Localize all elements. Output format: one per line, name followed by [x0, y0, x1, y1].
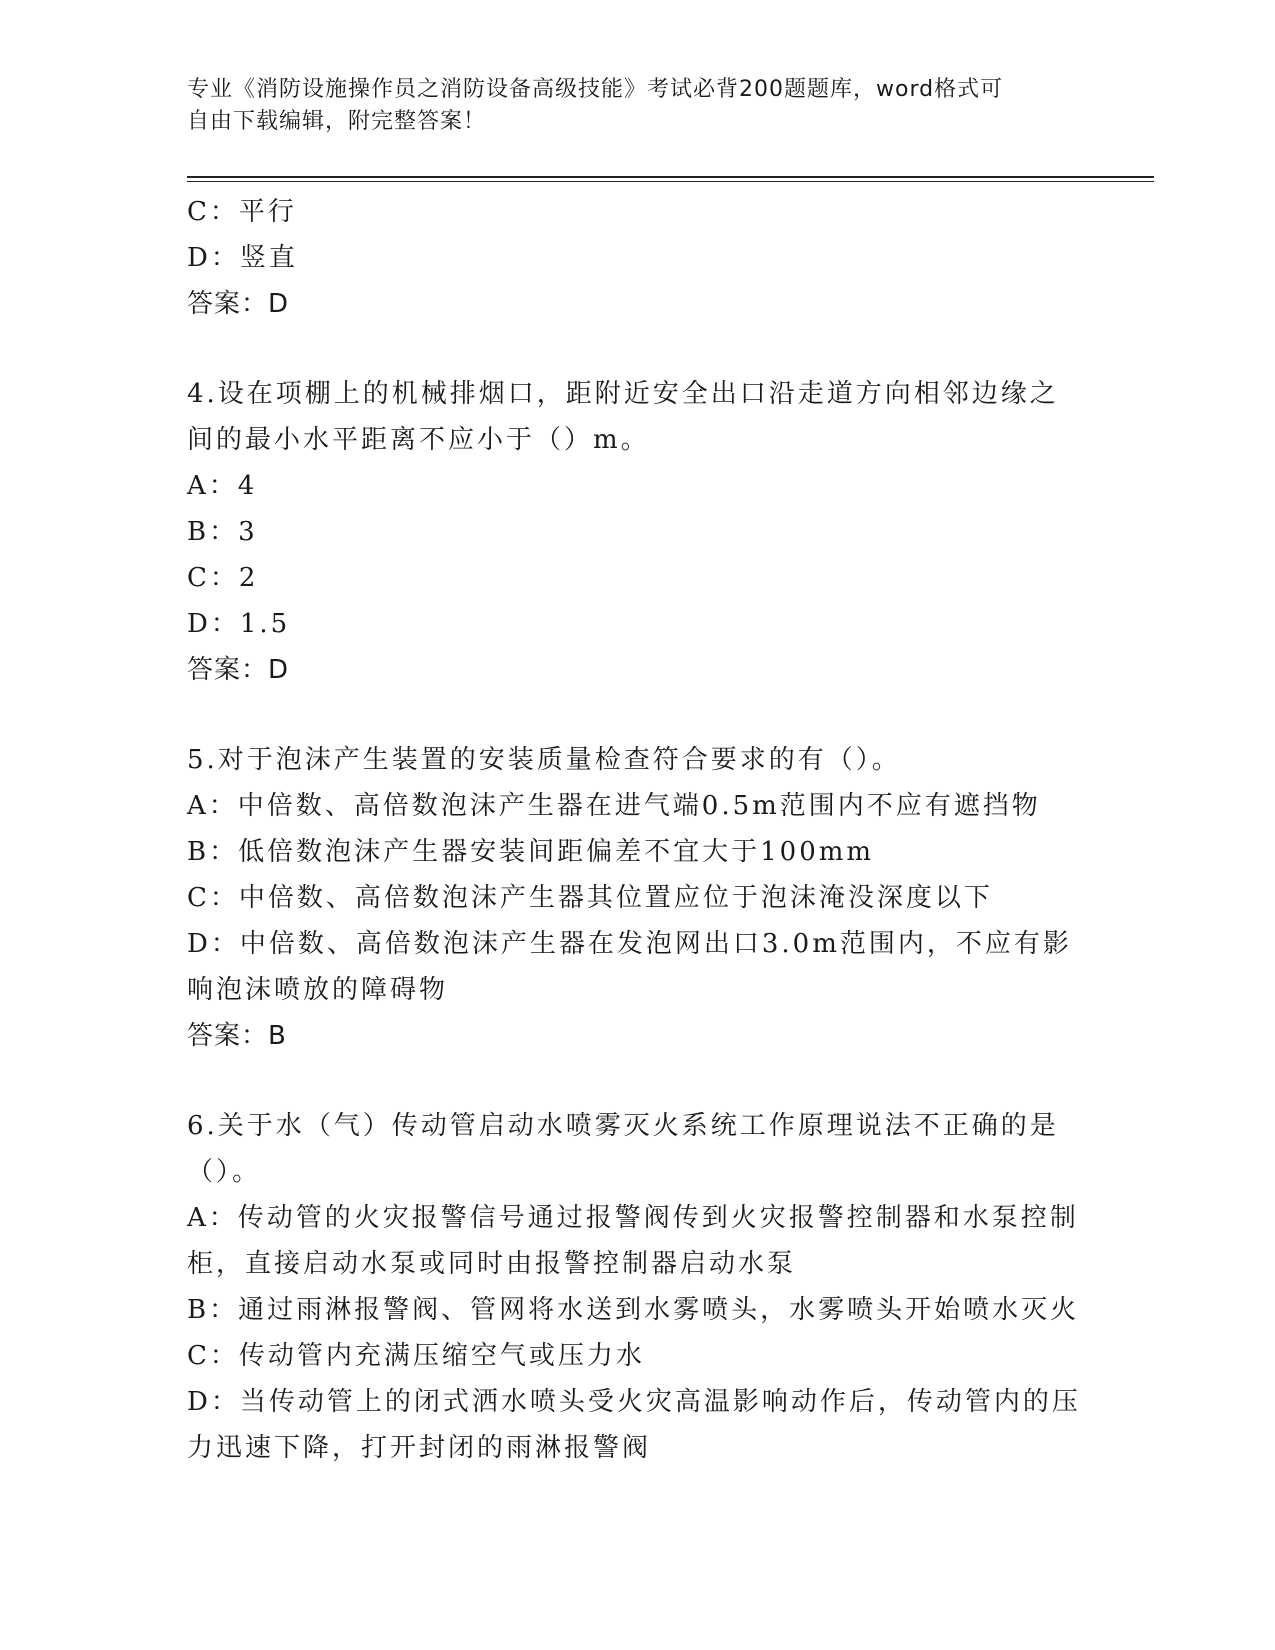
q4-answer: 答案：D — [187, 655, 290, 685]
header-divider-thick — [187, 176, 1154, 178]
question-5 — [187, 737, 1087, 1059]
q4-stem-line-1: 4.设在项棚上的机械排烟口，距附近安全出口沿走道方向相邻边缘之 — [187, 379, 1059, 409]
q6-option-b: B：通过雨淋报警阀、管网将水送到水雾喷头，水雾喷头开始喷水灭火 — [187, 1295, 1080, 1325]
q4-option-d: D：1.5 — [187, 609, 291, 639]
q3-option-c: C：平行 — [187, 197, 297, 227]
q6-stem-line-1: 6.关于水（气）传动管启动水喷雾灭火系统工作原理说法不正确的是 — [187, 1111, 1059, 1141]
question-6 — [187, 1103, 1087, 1471]
q5-option-c: C：中倍数、高倍数泡沫产生器其位置应位于泡沫淹没深度以下 — [187, 883, 993, 913]
q4-option-a: A：4 — [187, 471, 258, 501]
q5-stem: 5.对于泡沫产生装置的安装质量检查符合要求的有（）。 — [187, 745, 901, 775]
q6-option-a-line-1: A：传动管的火灾报警信号通过报警阀传到火灾报警控制器和水泵控制 — [187, 1203, 1079, 1233]
q5-option-d-line-2: 响泡沫喷放的障碍物 — [187, 975, 449, 1005]
q5-answer: 答案：B — [187, 1021, 287, 1051]
header-line-2: 自由下载编辑，附完整答案！ — [187, 109, 487, 134]
question-4 — [187, 371, 1087, 693]
header-line-1: 专业《消防设施操作员之消防设备高级技能》考试必背200题题库，word格式可 — [187, 77, 1004, 102]
q6-option-d-line-2: 力迅速下降，打开封闭的雨淋报警阀 — [187, 1433, 652, 1463]
q4-stem-line-2: 间的最小水平距离不应小于（）m。 — [187, 425, 650, 455]
question-list — [187, 189, 1087, 1471]
spacer — [187, 327, 1087, 371]
document-header — [187, 74, 1067, 138]
q6-option-d-line-1: D：当传动管上的闭式洒水喷头受火灾高温影响动作后，传动管内的压 — [187, 1387, 1081, 1417]
q5-option-d-line-1: D：中倍数、高倍数泡沫产生器在发泡网出口3.0m范围内，不应有影 — [187, 929, 1072, 959]
q3-answer: 答案：D — [187, 289, 290, 319]
q4-option-c: C：2 — [187, 563, 259, 593]
q6-option-a-line-2: 柜，直接启动水泵或同时由报警控制器启动水泵 — [187, 1249, 797, 1279]
spacer — [187, 693, 1087, 737]
spacer — [187, 1059, 1087, 1103]
q6-stem-line-2: （）。 — [187, 1157, 262, 1187]
q6-option-c: C：传动管内充满压缩空气或压力水 — [187, 1341, 645, 1371]
header-divider-thin — [187, 181, 1154, 182]
question-3-tail — [187, 189, 1087, 327]
q3-option-d: D：竖直 — [187, 243, 298, 273]
q5-option-a: A：中倍数、高倍数泡沫产生器在进气端0.5m范围内不应有遮挡物 — [187, 791, 1041, 821]
q4-option-b: B：3 — [187, 517, 258, 547]
q5-option-b: B：低倍数泡沫产生器安装间距偏差不宜大于100mm — [187, 837, 875, 867]
